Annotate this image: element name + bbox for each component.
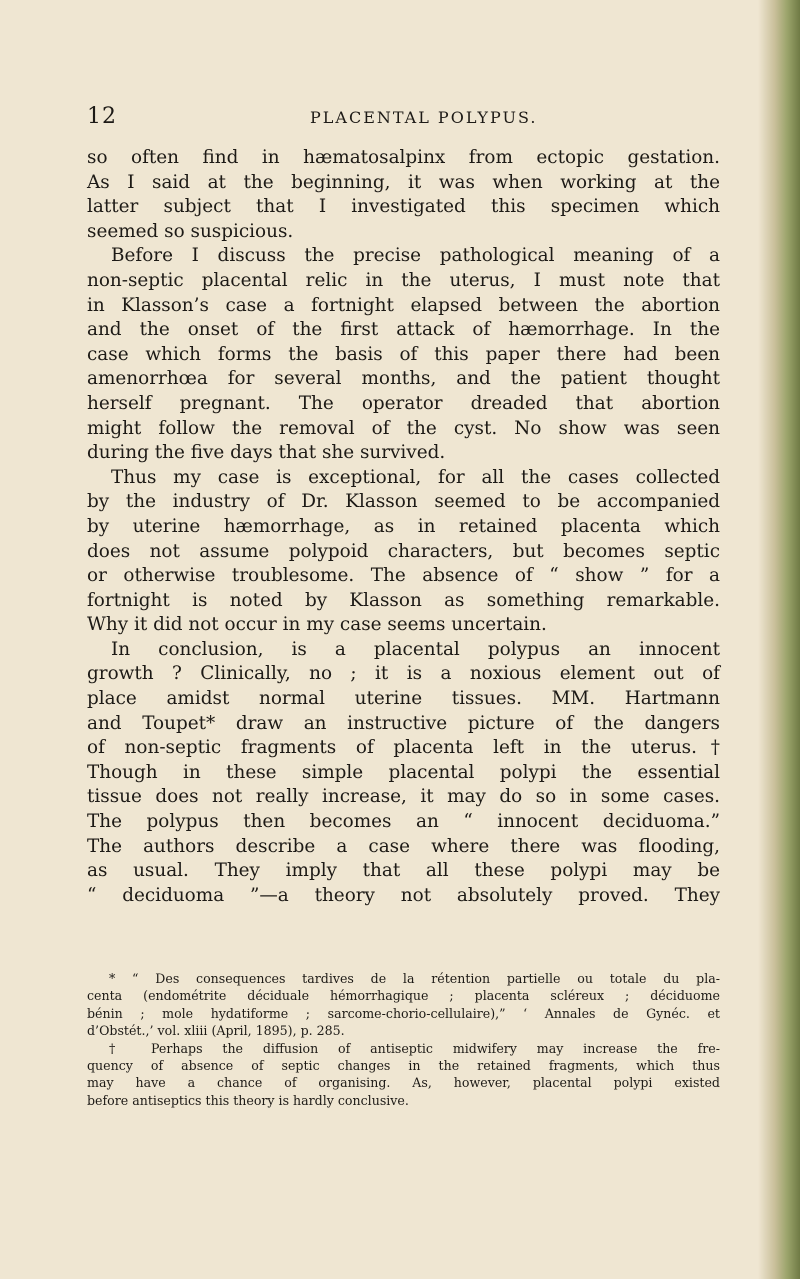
body-line: Before I discuss the precise pathological meaning of a	[111, 245, 720, 267]
body-line: non-septic placental relic in the uterus, I must note that	[87, 269, 720, 291]
body-text	[87, 146, 720, 908]
body-line: and the onset of the first attack of hæmorrhage. In the	[87, 319, 720, 341]
body-line: by uterine hæmorrhage, as in retained placenta which	[87, 515, 720, 537]
footnote-line: d’Obstét.,’ vol. xliii (April, 1895), p. 285.	[87, 1023, 345, 1039]
body-line: and Toupet* draw an instructive picture of the dangers	[87, 712, 720, 734]
footnote-line: may have a chance of organising. As, however, placental polypi existed	[87, 1075, 720, 1091]
body-line: as usual. They imply that all these polypi may be	[87, 860, 720, 882]
body-line: seemed so suspicious.	[87, 220, 294, 242]
footnotes	[87, 970, 720, 1109]
body-line: As I said at the beginning, it was when working at the	[87, 171, 720, 193]
body-line: herself pregnant. The operator dreaded that abortion	[87, 392, 720, 414]
body-line: “ deciduoma ”—a theory not absolutely proved. They	[87, 884, 720, 906]
body-line: might follow the removal of the cyst. No show was seen	[87, 417, 720, 439]
body-line: amenorrhœa for several months, and the patient thought	[87, 368, 720, 390]
body-line: Though in these simple placental polypi the essential	[87, 761, 720, 783]
page-edge-shadow	[758, 0, 800, 1279]
body-line: In conclusion, is a placental polypus an innocent	[111, 638, 720, 660]
body-line: place amidst normal uterine tissues. MM. Hartmann	[87, 688, 720, 710]
body-line: does not assume polypoid characters, but becomes septic	[87, 540, 720, 562]
body-line: Thus my case is exceptional, for all the cases collected	[111, 466, 720, 488]
running-title: PLACENTAL POLYPUS.	[310, 108, 538, 127]
footnote-line: centa (endométrite déciduale hémorrhagique ; placenta scléreux ; déciduome	[87, 988, 720, 1004]
body-line: by the industry of Dr. Klasson seemed to be accompanied	[87, 491, 720, 513]
body-line: in Klasson’s case a fortnight elapsed between the abortion	[87, 294, 720, 316]
footnote-line: before antiseptics this theory is hardly conclusive.	[87, 1092, 409, 1108]
body-line: case which forms the basis of this paper there had been	[87, 343, 720, 365]
footnote-line: * “ Des consequences tardives de la rétention partielle ou totale du pla-	[109, 971, 720, 986]
body-line: Why it did not occur in my case seems uncertain.	[87, 614, 547, 636]
footnote-line: † Perhaps the diffusion of antiseptic midwifery may increase the fre-	[109, 1040, 720, 1056]
footnote-line: quency of absence of septic changes in the retained fragments, which thus	[87, 1058, 720, 1074]
footnote-line: bénin ; mole hydatiforme ; sarcome-chorio-cellulaire),” ‘ Annales de Gynéc. et	[87, 1005, 720, 1021]
body-line: or otherwise troublesome. The absence of “ show ” for a	[87, 565, 720, 587]
body-line: growth ? Clinically, no ; it is a noxious element out of	[87, 663, 720, 685]
body-line: The polypus then becomes an “ innocent deciduoma.”	[87, 811, 720, 833]
body-line: tissue does not really increase, it may do so in some cases.	[87, 786, 720, 808]
body-line: The authors describe a case where there was flooding,	[87, 835, 720, 857]
body-line: during the five days that she survived.	[87, 442, 446, 464]
body-line: of non-septic fragments of placenta left in the uterus.†	[87, 737, 720, 759]
body-line: latter subject that I investigated this specimen which	[87, 196, 720, 218]
body-line: so often find in hæmatosalpinx from ectopic gestation.	[87, 147, 720, 168]
page-number: 12	[87, 104, 117, 129]
body-line: fortnight is noted by Klasson as something remarkable.	[87, 589, 720, 611]
